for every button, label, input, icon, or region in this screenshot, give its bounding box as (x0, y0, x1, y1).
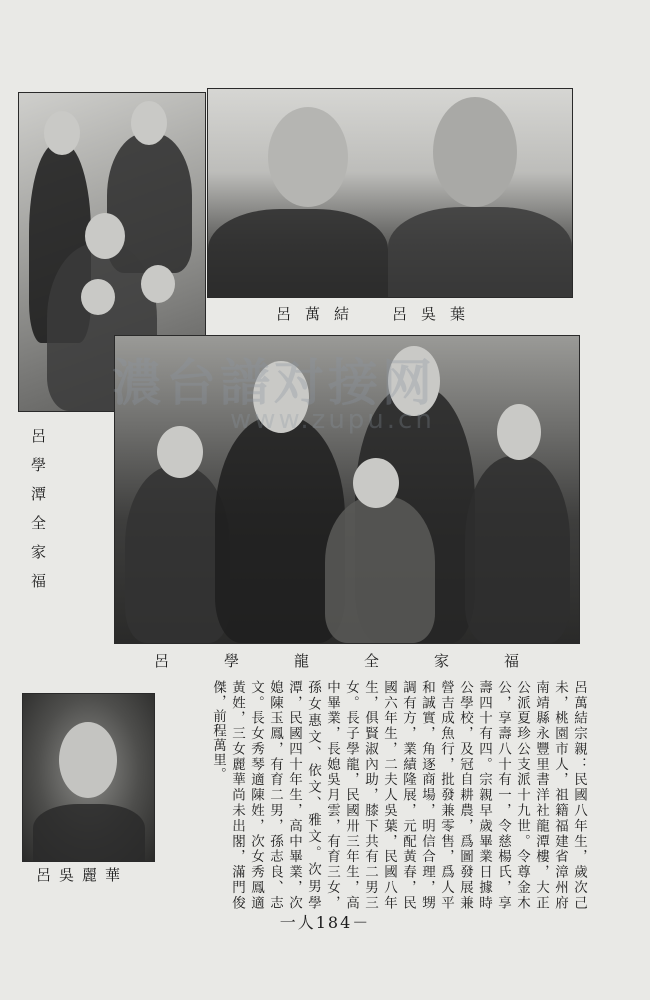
photo-face (85, 213, 125, 259)
photo-face (433, 97, 517, 207)
couple-caption: 呂萬結 呂吳葉 (276, 305, 480, 323)
photo-figure (388, 207, 572, 298)
photo-figure (325, 496, 435, 643)
biography-text (178, 680, 588, 910)
photo-face (157, 426, 203, 478)
photo-face (81, 279, 115, 315)
photo-face (59, 722, 117, 798)
watermark-url: www.zupu.cn (230, 405, 435, 435)
couple-photo (207, 88, 573, 298)
photo-face (44, 111, 80, 155)
biography-paragraph: 呂萬結宗親：民國八年生，歲次己未，桃園市人，祖籍福建省漳州府南靖縣永豐里書洋社龍潭樓，大正公派夏珍公支派十九世。令尊金木公，享壽八十有一，令慈楊氏，享壽四十有四。宗親早歲畢業日據時公學校，及冠自耕農，爲圖發展兼營吉成魚行，批發兼零售，爲人平和誠實，角逐商場，明信合理，甥調有方，業績隆展，元配黃春，民國六年生，二夫人吳葉，民國八年生，俱賢淑內助，膝下共有二男三女。長子學龍，民國卅三年生，高中畢業，長媳吳月雲，有育三女，孫女惠文、依文、雅文。次男學潭，民國四十年生，高中畢業，次媳陳玉鳳，有育二男，孫志良、志文。長女秀琴適陳姓，次女秀鳳適黃姓，三女麗華尚未出閣，滿門俊傑，前程萬里。 (210, 680, 587, 910)
photo-figure (208, 209, 388, 298)
photo-face (141, 265, 175, 303)
photo-face (497, 404, 541, 460)
watermark: 濃台譜对接网 (112, 354, 436, 412)
family-main-caption: 呂學龍全家福 (154, 652, 575, 670)
portrait-caption: 呂吳麗華 (36, 866, 129, 884)
photo-face (388, 346, 440, 416)
family-side-caption: 呂學潭全家福 (29, 428, 47, 602)
photo-figure (465, 456, 570, 643)
photo-face (253, 361, 309, 433)
photo-face (131, 101, 167, 145)
photo-face (353, 458, 399, 508)
page-number: 一人184－ (279, 913, 371, 932)
portrait-photo (22, 693, 155, 862)
family-photo-xuelong (114, 335, 580, 644)
photo-figure (33, 804, 145, 862)
photo-face (268, 107, 348, 207)
